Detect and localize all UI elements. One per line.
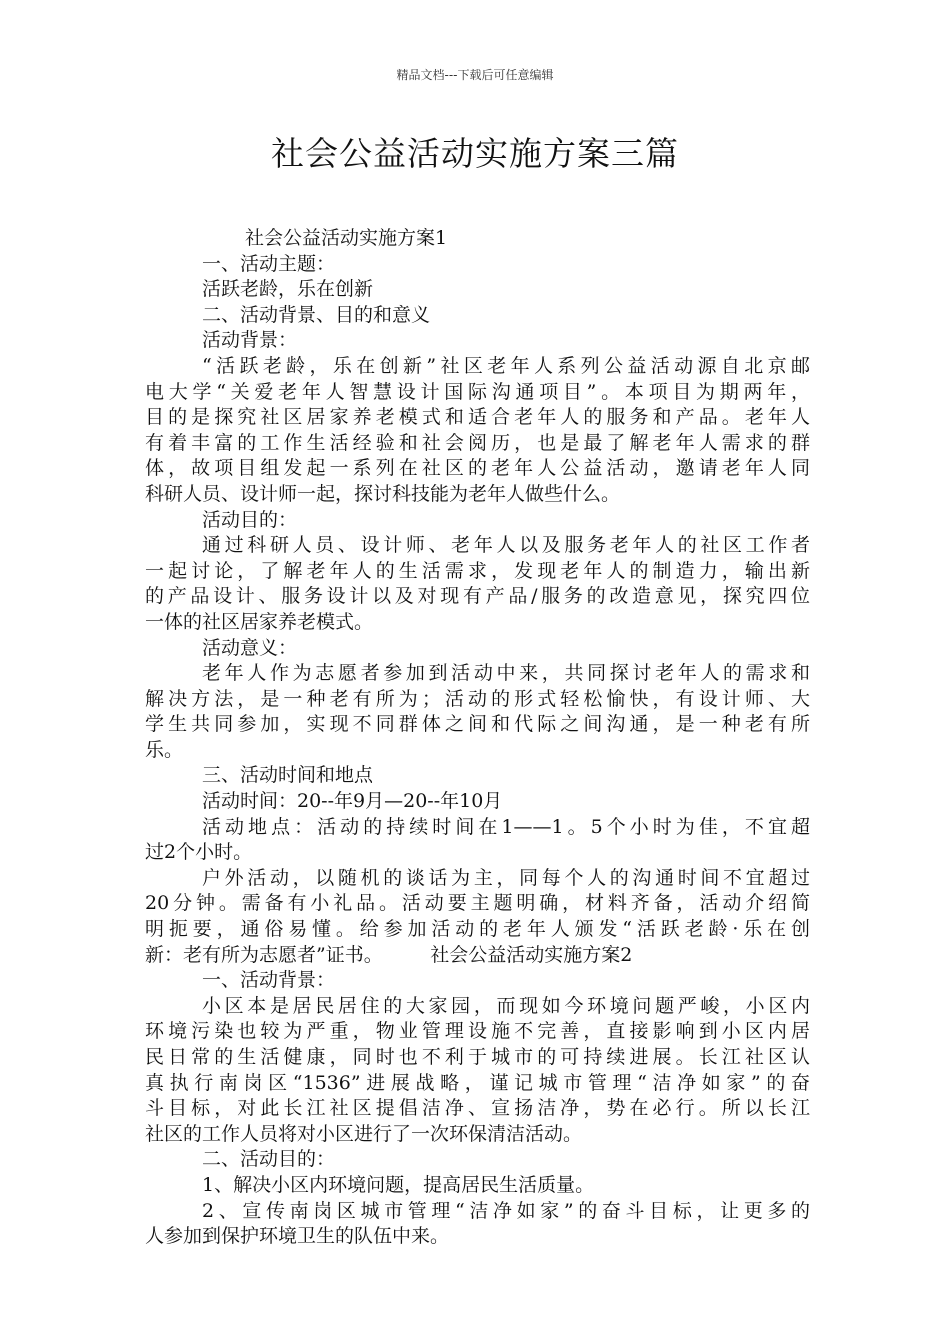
subheading: 一、活动背景： — [202, 969, 336, 992]
section-heading: 社会公益活动实施方案1 — [245, 227, 448, 249]
paragraph-line: 过2个小时。 — [145, 841, 253, 864]
paragraph-line: 活动地点：活动的持续时间在1——1。5个小时为佳，不宜超 — [202, 815, 810, 838]
document-body — [145, 226, 810, 1250]
paragraph-line: 2、宣传南岗区城市管理“洁净如家”的奋斗目标，让更多的 — [202, 1199, 810, 1222]
subheading: 三、活动时间和地点 — [202, 764, 374, 787]
paragraph-line: 明扼要，通俗易懂。给参加活动的老年人颁发“活跃老龄·乐在创 — [145, 918, 810, 941]
paragraph-line: 户外活动，以随机的谈话为主，同每个人的沟通时间不宜超过 — [202, 866, 810, 889]
header-note: 精品文档---下载后可任意编辑 — [396, 68, 554, 82]
subheading: 活动目的： — [202, 508, 298, 531]
paragraph-line: 乐。 — [145, 738, 184, 761]
paragraph-line: 活动时间：20--年9月—20--年10月 — [202, 790, 503, 813]
paragraph-line: 学生共同参加，实现不同群体之间和代际之间沟通，是一种老有所 — [145, 713, 810, 736]
paragraph-line: 真执行南岗区“1536”进展战略，谨记城市管理“洁净如家”的奋 — [145, 1071, 810, 1094]
subheading: 二、活动背景、目的和意义 — [202, 303, 431, 326]
paragraph-line: 通过科研人员、设计师、老年人以及服务老年人的社区工作者 — [202, 534, 810, 557]
subheading: 一、活动主题： — [202, 252, 336, 275]
document-title: 社会公益活动实施方案三篇 — [271, 134, 679, 173]
paragraph-line: 一起讨论，了解老年人的生活需求，发现老年人的制造力，输出新 — [145, 559, 810, 582]
paragraph-line: 1、解决小区内环境问题，提高居民生活质量。 — [202, 1173, 595, 1196]
paragraph-line: “活跃老龄，乐在创新”社区老年人系列公益活动源自北京邮 — [202, 354, 810, 377]
paragraph-line: 活跃老龄，乐在创新 — [202, 278, 374, 301]
paragraph-line: 民日常的生活健康，同时也不利于城市的可持续进展。长江社区认 — [145, 1046, 810, 1068]
paragraph-line: 20分钟。需备有小礼品。活动要主题明确，材料齐备，活动介绍简 — [145, 892, 810, 915]
paragraph-line: 一体的社区居家养老模式。 — [145, 610, 374, 633]
paragraph-line: 环境污染也较为严重，物业管理设施不完善，直接影响到小区内居 — [145, 1020, 810, 1043]
paragraph-line: 老年人作为志愿者参加到活动中来，共同探讨老年人的需求和 — [202, 662, 810, 685]
subheading: 二、活动目的： — [202, 1148, 336, 1171]
paragraph-line: 体，故项目组发起一系列在社区的老年人公益活动，邀请老年人同 — [145, 457, 810, 480]
paragraph-line: 电大学“关爱老年人智慧设计国际沟通项目”。本项目为期两年， — [145, 380, 810, 403]
subheading: 活动背景： — [202, 329, 298, 352]
paragraph-line: 解决方法，是一种老有所为；活动的形式轻松愉快，有设计师、大 — [145, 687, 810, 710]
paragraph-line: 人参加到保护环境卫生的队伍中来。 — [145, 1225, 450, 1248]
paragraph-line: 目的是探究社区居家养老模式和适合老年人的服务和产品。老年人 — [145, 406, 810, 429]
paragraph-line: 的产品设计、服务设计以及对现有产品/服务的改造意见，探究四位 — [145, 585, 810, 608]
subheading: 活动意义： — [202, 636, 298, 659]
paragraph-line: 斗目标，对此长江社区提倡洁净、宣扬洁净，势在必行。所以长江 — [145, 1097, 810, 1120]
paragraph-line: 新：老有所为志愿者”证书。 社会公益活动实施方案2 — [145, 943, 633, 966]
paragraph-line: 有着丰富的工作生活经验和社会阅历，也是最了解老年人需求的群 — [145, 431, 810, 454]
paragraph-line: 科研人员、设计师一起，探讨科技能为老年人做些什么。 — [145, 482, 621, 505]
paragraph-line: 小区本是居民居住的大家园，而现如今环境问题严峻，小区内 — [202, 994, 810, 1017]
paragraph-line: 社区的工作人员将对小区进行了一次环保清洁活动。 — [145, 1122, 583, 1145]
